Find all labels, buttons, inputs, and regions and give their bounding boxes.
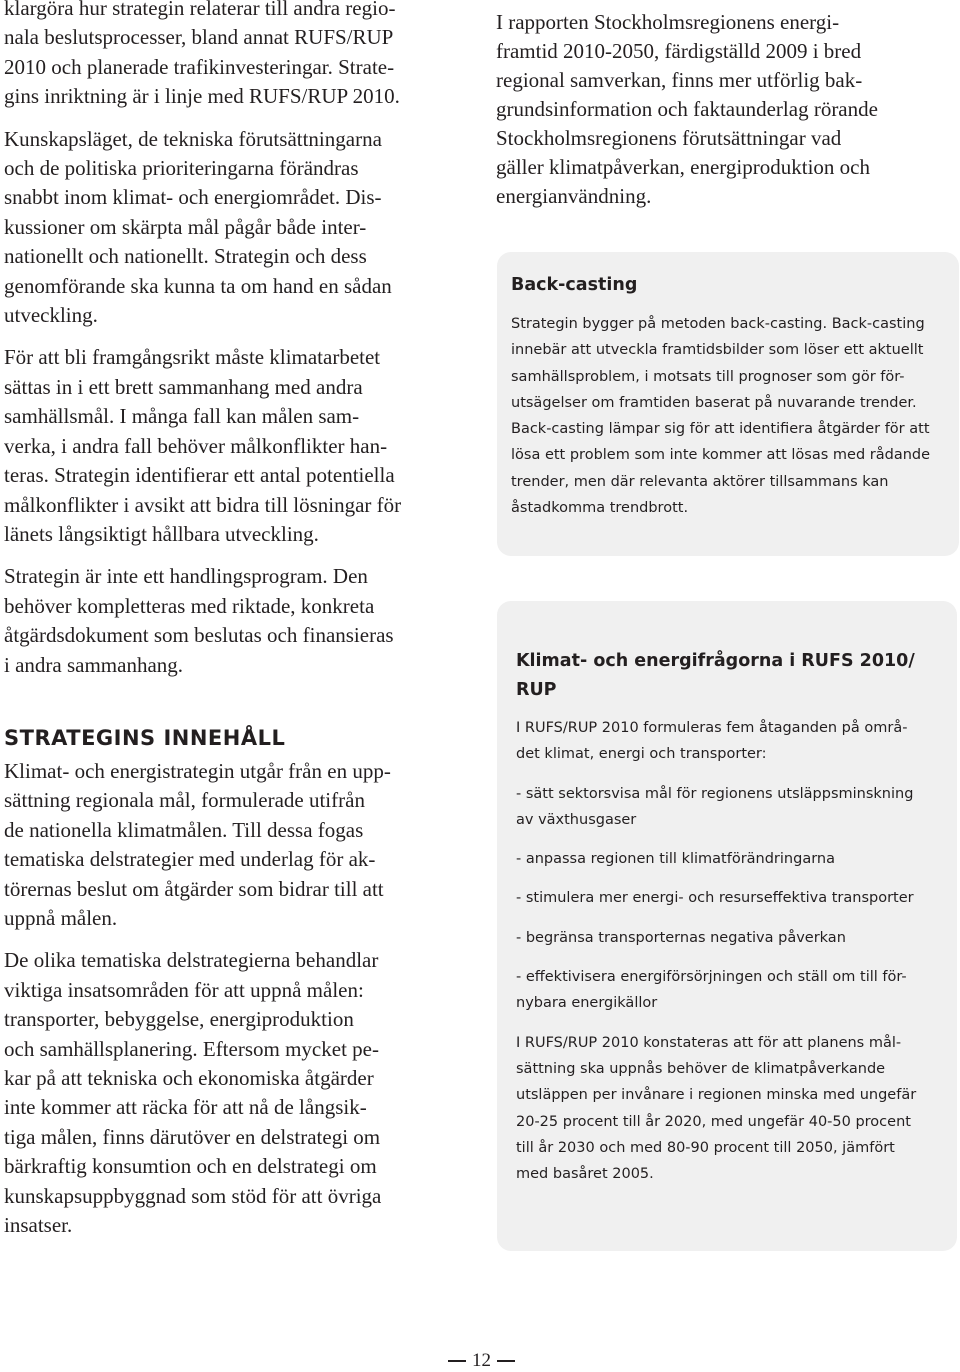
rufs-box-title: Klimat- och energifrågorna i RUFS 2010/ RUP — [516, 651, 915, 700]
rufs-box-content — [516, 715, 946, 1200]
page-number-text: 12 — [472, 1350, 491, 1371]
right-column — [496, 8, 956, 211]
paragraph-not-action-program: Strategin är inte ett handlingsprogram. Den behöver kompletteras med riktade, konkreta åtgärdsdokument som beslutas och finansieras i andra sammanhang. — [4, 564, 394, 677]
paragraph-thematic-substrategies: De olika tematiska delstrategierna behandlar viktiga insatsområden för att uppnå målen: transporter, bebyggelse, energiproduktion och samhällsplanering. Eftersom mycket pe- kar på att tekniska och ekonomiska åtgärder inte kommer att räcka för att nå de långsik- tiga målen, finns därutöver en delstrategi om bärkraftig konsumtion och en delstrategi om kunskapsuppbyggnad som stöd för att övriga insatser. — [4, 948, 382, 1238]
backcasting-box-title: Back-casting — [511, 275, 638, 295]
page-number-dash-left — [448, 1360, 466, 1362]
left-column — [4, 0, 474, 1253]
rufs-box-intro: I RUFS/RUP 2010 formuleras fem åtaganden på områ- det klimat, energi och transporter: — [516, 720, 908, 763]
rufs-box-conclusion: I RUFS/RUP 2010 konstateras att för att planens mål- sättning ska uppnås behöver de klimatpåverkande utsläppen per invånare i regionen minska med ungefär 20-25 procent till år 2020, med ungefär 40-50 procent till år 2030 och med 80-90 procent till 2050, jämfört med basåret 2005. — [516, 1034, 917, 1183]
rufs-info-box — [497, 601, 957, 1251]
list-item: - effektivisera energiförsörjningen och ställ om till för- nybara energikällor — [516, 969, 907, 1012]
paragraph-report-reference: I rapporten Stockholmsregionens energi- framtid 2010-2050, färdigställd 2009 i bred regional samverkan, finns mer utförlig bak- grundsinformation och faktaunderlag rörande Stockholmsregionens förutsättningar vad gäller klimatpåverkan, energiproduktion och energianvändning. — [496, 10, 878, 208]
section-heading: STRATEGINS INNEHÅLL — [4, 725, 286, 750]
backcasting-info-box — [497, 252, 959, 556]
backcasting-box-text: Strategin bygger på metoden back-casting. Back-casting innebär att utveckla framtidsbilder som löser ett aktuellt samhällsproblem, i motsats till prognoser som gör för- utsägelser om framtiden baserat på nuvarande trender. Back-casting lämpar sig för att identifiera åtgärder för att lösa ett problem som inte kommer att lösas med rådande trender, men där relevanta aktörer tillsammans kan åstadkomma trendbrott. — [511, 316, 931, 517]
list-item: - anpassa regionen till klimatförändringarna — [516, 851, 835, 868]
list-item: - stimulera mer energi- och resurseffektiva transporter — [516, 890, 914, 907]
page-number-dash-right — [497, 1360, 515, 1362]
paragraph-strategy-relation: klargöra hur strategin relaterar till andra regio- nala beslutsprocesser, bland annat RUFS/RUP 2010 och planerade trafikinvesteringar. Strate- gins inriktning är i linje med RUFS/RUP 2010. — [4, 0, 400, 109]
paragraph-strategy-content: Klimat- och energistrategin utgår från en upp- sättning regionala mål, formulerade utifrån de nationella klimatmålen. Till dessa fogas tematiska delstrategier med underlag för ak- törernas beslut om åtgärder som bidrar till att uppnå målen. — [4, 758, 391, 930]
list-item: - begränsa transporternas negativa påverkan — [516, 929, 846, 946]
paragraph-broad-context: För att bli framgångsrikt måste klimatarbetet sättas in i ett brett sammanhang med andra samhällsmål. I många fall kan målen sam- verka, i andra fall behöver målkonflikter han- teras. Strategin identifierar ett antal potentiella målkonflikter i avsikt att bidra till lösningar för länets långsiktigt hållbara utveckling. — [4, 345, 402, 546]
list-item: - sätt sektorsvisa mål för regionens utsläppsminskning av växthusgaser — [516, 785, 914, 828]
page-number — [448, 1350, 515, 1372]
paragraph-knowledge-state: Kunskapsläget, de tekniska förutsättningarna och de politiska prioriteringarna förändras snabbt inom klimat- och energiområdet. Dis- kussioner om skärpta mål pågår både inter- nationellt och nationellt. Strategin och dess genomförande ska kunna ta om hand en sådan utveckling. — [4, 126, 392, 328]
